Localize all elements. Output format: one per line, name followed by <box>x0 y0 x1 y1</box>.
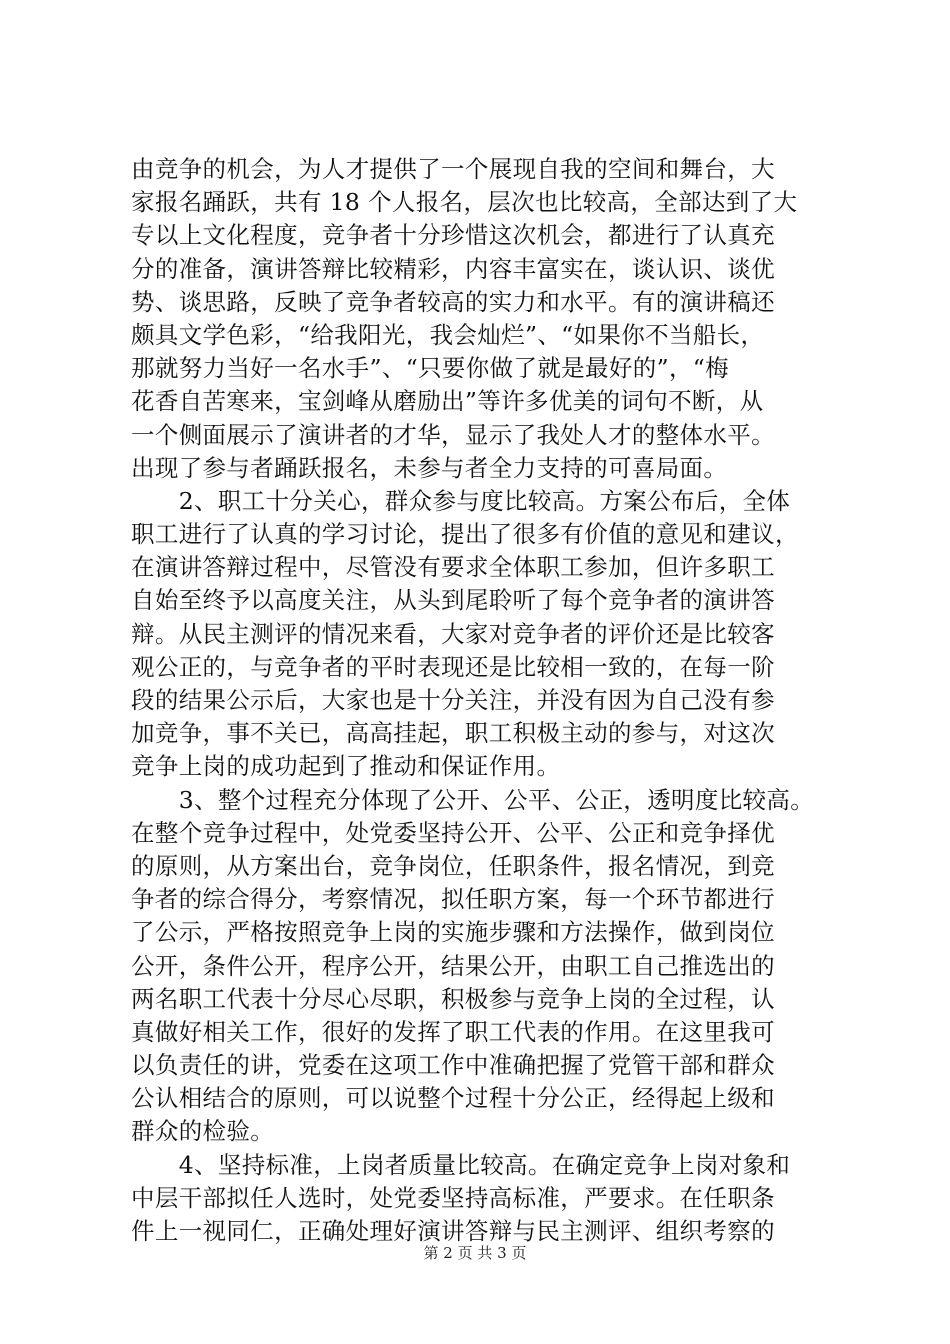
text-line: 以负责任的讲，党委在这项工作中准确把握了党管干部和群众 <box>131 1051 775 1080</box>
text-line: 的原则，从方案出台，竞争岗位，任职条件，报名情况，到竞 <box>131 851 775 880</box>
text-line: 公认相结合的原则，可以说整个过程十分公正，经得起上级和 <box>131 1084 775 1113</box>
text-line: 一个侧面展示了演讲者的才华，显示了我处人才的整体水平。 <box>131 420 775 449</box>
text-line: 4、坚持标准，上岗者质量比较高。在确定竞争上岗对象和 <box>131 1150 791 1179</box>
text-line: 由竞争的机会，为人才提供了一个展现自我的空间和舞台，大 <box>131 155 775 183</box>
text-line: 分的准备，演讲答辩比较精彩，内容丰富实在，谈认识、谈优 <box>131 254 775 283</box>
text-line: 件上一视同仁，正确处理好演讲答辩与民主测评、组织考察的 <box>131 1217 775 1245</box>
text-line: 专以上文化程度，竞争者十分珍惜这次机会，都进行了认真充 <box>131 221 775 250</box>
text-line: 辩。从民主测评的情况来看，大家对竞争者的评价还是比较客 <box>131 619 775 648</box>
text-line: 观公正的，与竞争者的平时表现还是比较相一致的，在每一阶 <box>131 652 775 681</box>
text-line: 自始至终予以高度关注，从头到尾聆听了每个竞争者的演讲答 <box>131 586 775 615</box>
text-line: 公开，条件公开，程序公开，结果公开，由职工自己推选出的 <box>131 951 775 980</box>
text-line: 在整个竞争过程中，处党委坚持公开、公平、公正和竞争择优 <box>131 818 775 847</box>
body-text <box>131 153 831 1248</box>
text-line: 加竞争，事不关已，高高挂起，职工积极主动的参与，对这次 <box>131 719 775 748</box>
text-line: 家报名踊跃，共有 18 个人报名，层次也比较高，全部达到了大 <box>131 188 798 217</box>
text-line: 了公示，严格按照竞争上岗的实施步骤和方法操作，做到岗位 <box>131 918 775 947</box>
text-line: 竞争上岗的成功起到了推动和保证作用。 <box>131 752 561 781</box>
text-line: 势、谈思路，反映了竞争者较高的实力和水平。有的演讲稿还 <box>131 287 775 316</box>
page-footer: 第 2 页 共 3 页 <box>423 1244 527 1262</box>
text-line: 两名职工代表十分尽心尽职，积极参与竞争上岗的全过程，认 <box>131 984 775 1013</box>
text-line: 颇具文学色彩，“给我阳光，我会灿烂”、“如果你不当船长， <box>131 320 765 349</box>
text-line: 在演讲答辩过程中，尽管没有要求全体职工参加，但许多职工 <box>131 553 775 582</box>
text-line: 职工进行了认真的学习讨论，提出了很多有价值的意见和建议， <box>131 520 799 549</box>
text-line: 2、职工十分关心，群众参与度比较高。方案公布后，全体 <box>131 486 791 515</box>
text-line: 3、整个过程充分体现了公开、公平、公正，透明度比较高。 <box>131 785 815 814</box>
text-line: 中层干部拟任人选时，处党委坚持高标准，严要求。在任职条 <box>131 1183 775 1212</box>
text-line: 真做好相关工作，很好的发挥了职工代表的作用。在这里我可 <box>131 1017 775 1046</box>
text-line: 那就努力当好一名水手”、“只要你做了就是最好的”，“梅 <box>131 354 730 383</box>
text-line: 出现了参与者踊跃报名，未参与者全力支持的可喜局面。 <box>131 453 728 482</box>
text-line: 花香自苦寒来，宝剑峰从磨励出”等许多优美的词句不断，从 <box>131 387 764 416</box>
text-line: 群众的检验。 <box>131 1117 275 1146</box>
text-line: 段的结果公示后，大家也是十分关注，并没有因为自己没有参 <box>131 686 775 714</box>
text-line: 争者的综合得分，考察情况，拟任职方案，每一个环节都进行 <box>131 885 775 914</box>
